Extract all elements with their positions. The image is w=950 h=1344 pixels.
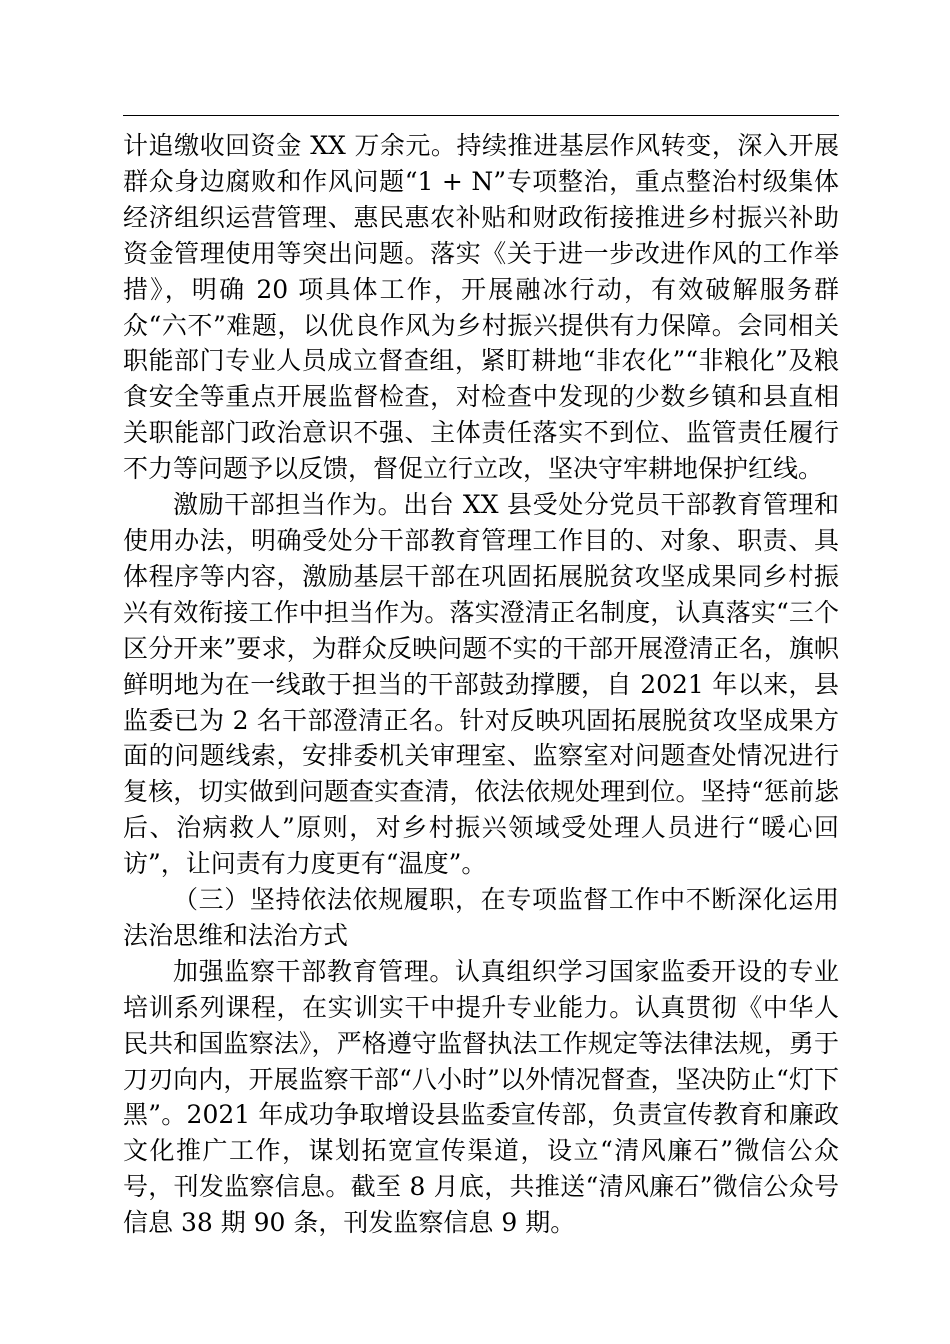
document-body	[123, 128, 839, 1241]
paragraph-supervisor-education: 加强监察干部教育管理。认真组织学习国家监委开设的专业培训系列课程，在实训实干中提升专业能力。认真贯彻《中华人民共和国监察法》，严格遵守监督执法工作规定等法律法规，勇于刀刃向内，开展监察干部“八小时”以外情况督查，坚决防止“灯下黑”。2021 年成功争取增设县监委宣传部，负责宣传教育和廉政文化推广工作，谋划拓宽宣传渠道，设立“清风廉石”微信公众号，刊发监察信息。截至 8 月底，共推送“清风廉石”微信公众号信息 38 期 90 条，刊发监察信息 9 期。	[123, 956, 839, 1238]
paragraph-encourage-cadres: 激励干部担当作为。出台 XX 县受处分党员干部教育管理和使用办法，明确受处分干部教育管理工作目的、对象、职责、具体程序等内容，激励基层干部在巩固拓展脱贫攻坚成果同乡村振兴有效衔接工作中担当作为。落实澄清正名制度，认真落实“三个区分开来”要求，为群众反映问题不实的干部开展澄清正名，旗帜鲜明地为在一线敢于担当的干部鼓劲撑腰，自 2021 年以来，县监委已为 2 名干部澄清正名。针对反映巩固拓展脱贫攻坚成果方面的问题线索，安排委机关审理室、监察室对问题查处情况进行复核，切实做到问题查实查清，依法依规处理到位。坚持“惩前毖后、治病救人”原则，对乡村振兴领域受处理人员进行“暖心回访”，让问责有力度更有“温度”。	[123, 490, 839, 879]
paragraph-continuation: 计追缴收回资金 XX 万余元。持续推进基层作风转变，深入开展群众身边腐败和作风问题“1 + N”专项整治，重点整治村级集体经济组织运营管理、惠民惠农补贴和财政衔接推进乡村振兴补助资金管理使用等突出问题。落实《关于进一步改进作风的工作举措》，明确 20 项具体工作，开展融冰行动，有效破解服务群众“六不”难题，以优良作风为乡村振兴提供有力保障。会同相关职能部门专业人员成立督查组，紧盯耕地“非农化”“非粮化”及粮食安全等重点开展监督检查，对检查中发现的少数乡镇和县直相关职能部门政治意识不强、主体责任落实不到位、监管责任履行不力等问题予以反馈，督促立行立改，坚决守牢耕地保护红线。	[123, 131, 839, 484]
section-heading-3: （三）坚持依法依规履职，在专项监督工作中不断深化运用法治思维和法治方式	[123, 885, 839, 950]
header-rule	[123, 115, 839, 116]
